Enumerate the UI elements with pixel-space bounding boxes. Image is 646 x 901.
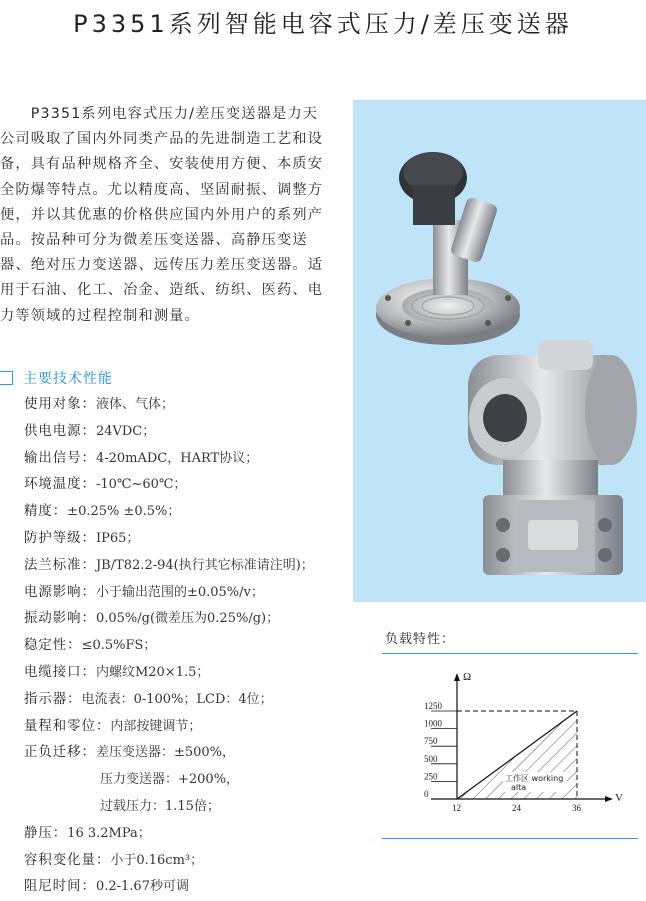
x-tick-label: 24	[512, 803, 521, 813]
spec-key: 防护等级：	[24, 530, 96, 546]
spec-list	[24, 392, 354, 901]
spec-key: 振动影响：	[24, 611, 96, 627]
y-tick-label: 0	[424, 789, 429, 799]
spec-key: 量程和零位：	[24, 718, 111, 734]
spec-value: ±0.25% ±0.5%；	[67, 504, 181, 520]
spec-value: 液体、气体；	[95, 397, 174, 412]
spec-value: 24VDC；	[95, 423, 156, 439]
spec-key: 精度：	[24, 504, 68, 520]
spec-value: 小于输出范围的±0.05%/v；	[95, 584, 264, 600]
spec-value: JB/T82.2-94(执行其它标准请注明)；	[95, 557, 314, 573]
spec-row	[24, 392, 354, 419]
spec-value: 差压变送器：±500%，	[95, 745, 236, 761]
x-axis-arrow	[605, 796, 613, 802]
section-title: 主要技术性能	[23, 371, 113, 387]
spec-value: 过载压力：1.15倍；	[100, 798, 220, 814]
spec-key: 使用对象：	[24, 397, 96, 412]
spec-row	[24, 660, 354, 687]
spec-row	[24, 874, 354, 901]
region-label-line1: 工作区 working	[505, 774, 564, 783]
y-tick-label: 750	[424, 736, 438, 747]
spec-value: 0.2-1.67秒可调	[95, 879, 189, 895]
spec-value: 压力变送器：+200%，	[100, 772, 240, 788]
spec-key: 静压：	[24, 825, 68, 841]
intro-paragraph: P3351系列电容式压力/差压变送器是力天公司吸取了国内外同类产品的先进制造工艺和设备，具有品种规格齐全、安装使用方便、本质安全防爆等特点。尤以精度高、坚固耐振、调整方便，并以其优惠的价格供应国内外用户的系列产品。按品种可分为微差压变送器、高静压变送器、绝对压力变送器、远传压力差压变送器。适用于石油、化工、冶金、造纸、纺织、医药、电力等领域的过程控制和测量。	[0, 106, 324, 324]
spec-value: -10℃~60℃；	[95, 477, 187, 493]
spec-key: 电源影响：	[24, 584, 96, 600]
spec-value: 内螺纹M20×1.5；	[95, 664, 210, 680]
x-tick-label: 12	[452, 803, 461, 813]
rule-top	[382, 653, 638, 654]
spec-row	[24, 472, 354, 499]
y-tick-label: 250	[424, 771, 438, 782]
y-tick-label: 500	[424, 753, 438, 764]
spec-key: 法兰标准：	[24, 557, 96, 573]
spec-row	[24, 633, 354, 660]
spec-key: 供电电源：	[24, 423, 96, 439]
spec-row	[24, 848, 354, 875]
x-axis-label: V	[615, 792, 623, 804]
spec-row	[24, 446, 354, 473]
spec-row	[24, 794, 354, 821]
spec-row	[24, 687, 354, 714]
y-tick-label: 1250	[424, 701, 442, 711]
spec-key: 阻尼时间：	[24, 879, 96, 895]
spec-value: 0.05%/g(微差压为0.25%/g)；	[95, 611, 280, 627]
load-chart	[395, 660, 625, 828]
spec-row	[24, 499, 354, 526]
section-header	[0, 368, 113, 388]
spec-value: 小于0.16cm³；	[110, 852, 204, 868]
y-axis-label: Ω	[463, 671, 472, 683]
y-tick-label: 1000	[424, 718, 442, 729]
spec-value: 16 3.2MPa；	[67, 825, 151, 841]
spec-key: 容积变化量：	[24, 852, 111, 868]
spec-row	[24, 553, 354, 580]
spec-key: 环境温度：	[24, 477, 96, 493]
spec-value: IP65；	[95, 530, 140, 546]
spec-key: 输出信号：	[24, 450, 96, 466]
spec-value: 电流表：0-100%；LCD：4位；	[81, 691, 273, 707]
y-axis-arrow	[454, 673, 460, 681]
load-characteristic-title: 负载特性：	[385, 632, 456, 647]
spec-row	[24, 419, 354, 446]
spec-row	[24, 714, 354, 741]
region-label-line2: alta	[511, 783, 527, 792]
spec-key: 正负迁移：	[24, 745, 96, 761]
x-tick-label: 36	[572, 803, 581, 813]
spec-value: ≤0.5%FS；	[81, 638, 157, 654]
spec-row	[24, 606, 354, 633]
spec-key: 指示器：	[24, 691, 82, 707]
spec-value: 内部按键调节；	[110, 718, 202, 734]
rule-bottom	[382, 838, 638, 839]
spec-key: 稳定性：	[24, 638, 82, 654]
spec-row	[24, 580, 354, 607]
section-bracket-icon	[0, 371, 13, 385]
spec-row	[24, 526, 354, 553]
product-photo	[353, 100, 646, 602]
spec-key: 电缆接口：	[24, 664, 96, 680]
spec-row	[24, 740, 354, 767]
spec-value: 4-20mADC，HART协议；	[95, 450, 259, 466]
page-title: P3351系列智能电容式压力/差压变送器	[73, 10, 573, 38]
spec-row	[24, 821, 354, 848]
spec-row	[24, 767, 354, 794]
